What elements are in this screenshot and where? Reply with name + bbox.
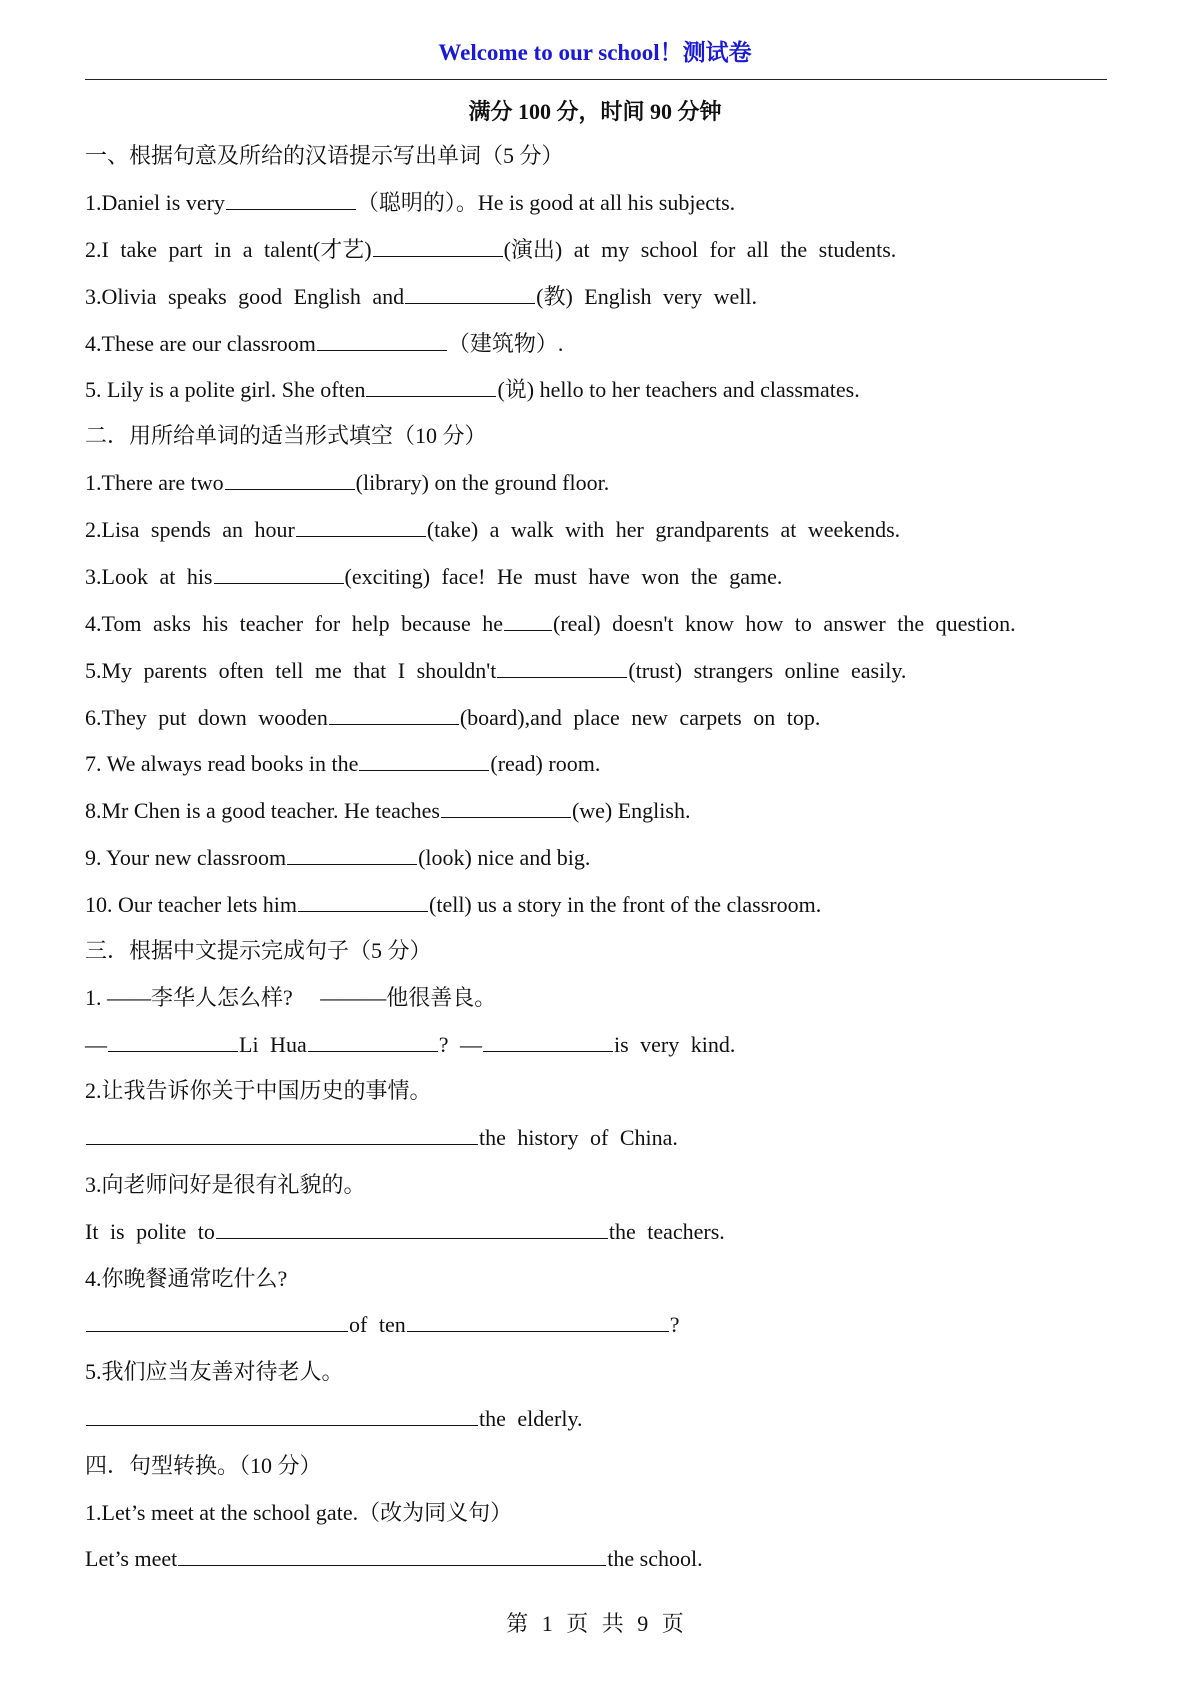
- question-text: 5.My parents often tell me that I shouldn't: [85, 658, 497, 683]
- s2-question-10: [85, 889, 821, 921]
- question-text: 9. Your new classroom: [85, 845, 287, 870]
- s2-question-4: [85, 608, 1016, 640]
- answer-blank[interactable]: [317, 330, 447, 351]
- question-text: 6.They put down wooden: [85, 705, 328, 730]
- question-text: Li Hua: [239, 1032, 307, 1057]
- answer-blank[interactable]: [366, 376, 496, 397]
- answer-blank[interactable]: [373, 236, 503, 257]
- answer-blank[interactable]: [497, 657, 627, 678]
- answer-blank[interactable]: [407, 1311, 669, 1332]
- s3-q3-chinese: 3.向老师问好是很有礼貌的。: [85, 1172, 366, 1197]
- s2-question-1: [85, 467, 609, 499]
- s3-q1-answer-line: [85, 1029, 735, 1061]
- question-text: (read) room.: [490, 751, 601, 776]
- question-text: the teachers.: [608, 1219, 725, 1244]
- s3-q5-chinese: 5.我们应当友善对待老人。: [85, 1359, 344, 1384]
- answer-blank[interactable]: [226, 189, 356, 210]
- question-text: 1.There are two: [85, 470, 224, 495]
- s2-question-2: [85, 514, 900, 546]
- question-text: —: [85, 1032, 107, 1057]
- answer-blank[interactable]: [483, 1031, 613, 1052]
- question-text: the history of China.: [479, 1125, 678, 1150]
- s1-question-3: [85, 281, 757, 313]
- question-text: (take) a walk with her grandparents at weekends.: [426, 517, 901, 542]
- question-text: (board),and place new carpets on top.: [459, 705, 821, 730]
- question-text: 8.Mr Chen is a good teacher. He teaches: [85, 798, 440, 823]
- answer-blank[interactable]: [441, 797, 571, 818]
- question-text: (real) doesn't know how to answer the question.: [553, 611, 1016, 636]
- question-text: 4.Tom asks his teacher for help because he: [85, 611, 503, 636]
- page-number: 第 1 页 共 9 页: [506, 1611, 684, 1636]
- s3-q5-answer-line: [85, 1403, 583, 1435]
- header-divider: [85, 79, 1107, 80]
- question-text: of ten: [349, 1312, 406, 1337]
- answer-blank[interactable]: [86, 1124, 478, 1145]
- s1-question-2: [85, 234, 896, 266]
- question-text: ? —: [438, 1032, 482, 1057]
- answer-blank[interactable]: [216, 1218, 608, 1239]
- section4-heading: 四．句型转换。（10 分）: [85, 1453, 322, 1478]
- s1-question-5: [85, 374, 860, 406]
- question-text: Let’s meet: [85, 1546, 178, 1571]
- question-text: 3.Look at his: [85, 564, 213, 589]
- exam-subtitle: 满分 100 分，时间 90 分钟: [468, 99, 722, 124]
- question-text: (look) nice and big.: [418, 845, 591, 870]
- answer-blank[interactable]: [86, 1405, 478, 1426]
- answer-blank[interactable]: [298, 891, 428, 912]
- question-text: 2.Lisa spends an hour: [85, 517, 295, 542]
- answer-blank[interactable]: [405, 283, 535, 304]
- section2-heading: 二．用所给单词的适当形式填空（10 分）: [85, 423, 487, 448]
- question-text: (说) hello to her teachers and classmates.: [497, 377, 860, 402]
- answer-blank[interactable]: [86, 1311, 348, 1332]
- answer-blank[interactable]: [287, 844, 417, 865]
- s2-question-5: [85, 655, 906, 687]
- question-text: ?: [669, 1312, 680, 1337]
- s1-question-4: [85, 328, 563, 360]
- section3-heading: 三．根据中文提示完成句子（5 分）: [85, 938, 432, 963]
- question-text: （建筑物）.: [447, 331, 564, 356]
- answer-blank[interactable]: [296, 516, 426, 537]
- s3-q3-answer-line: [85, 1216, 725, 1248]
- question-text: (演出) at my school for all the students.: [503, 237, 897, 262]
- question-text: （聪明的）。He is good at all his subjects.: [356, 190, 736, 215]
- answer-blank[interactable]: [214, 563, 344, 584]
- s4-q1-answer-line: [85, 1543, 703, 1575]
- s3-q2-answer-line: [85, 1122, 678, 1154]
- answer-blank[interactable]: [108, 1031, 238, 1052]
- s2-question-8: [85, 795, 690, 827]
- s3-q4-answer-line: [85, 1309, 679, 1341]
- question-text: 3.Olivia speaks good English and: [85, 284, 405, 309]
- answer-blank[interactable]: [178, 1545, 606, 1566]
- question-text: 10. Our teacher lets him: [85, 892, 297, 917]
- question-text: (library) on the ground floor.: [355, 470, 610, 495]
- s2-question-6: [85, 702, 820, 734]
- answer-blank[interactable]: [329, 704, 459, 725]
- question-text: (trust) strangers online easily.: [628, 658, 907, 683]
- question-text: 4.These are our classroom: [85, 331, 316, 356]
- s1-question-1: [85, 187, 735, 219]
- answer-blank[interactable]: [504, 610, 552, 631]
- question-text: is very kind.: [613, 1032, 736, 1057]
- s2-question-7: [85, 748, 600, 780]
- question-text: 1.Daniel is very: [85, 190, 225, 215]
- answer-blank[interactable]: [225, 469, 355, 490]
- question-text: 5. Lily is a polite girl. She often: [85, 377, 366, 402]
- answer-blank[interactable]: [308, 1031, 438, 1052]
- s4-q1-prompt: 1.Let’s meet at the school gate.（改为同义句）: [85, 1500, 513, 1525]
- question-text: 2.I take part in a talent(才艺): [85, 237, 372, 262]
- s3-q2-chinese: 2.让我告诉你关于中国历史的事情。: [85, 1078, 432, 1103]
- s2-question-9: [85, 842, 590, 874]
- header-title: Welcome to our school！测试卷: [438, 40, 752, 65]
- section1-heading: 一、根据句意及所给的汉语提示写出单词（5 分）: [85, 143, 564, 168]
- s2-question-3: [85, 561, 782, 593]
- question-text: 7. We always read books in the: [85, 751, 359, 776]
- question-text: (exciting) face! He must have won the game.: [344, 564, 783, 589]
- question-text: (tell) us a story in the front of the classroom.: [429, 892, 822, 917]
- question-text: the school.: [607, 1546, 703, 1571]
- question-text: (教) English very well.: [536, 284, 757, 309]
- question-text: (we) English.: [571, 798, 691, 823]
- question-text: the elderly.: [479, 1406, 583, 1431]
- s3-q4-chinese: 4.你晚餐通常吃什么?: [85, 1266, 288, 1291]
- s3-q1-chinese: 1. ——李华人怎么样? ———他很善良。: [85, 985, 497, 1010]
- answer-blank[interactable]: [359, 750, 489, 771]
- question-text: It is polite to: [85, 1219, 215, 1244]
